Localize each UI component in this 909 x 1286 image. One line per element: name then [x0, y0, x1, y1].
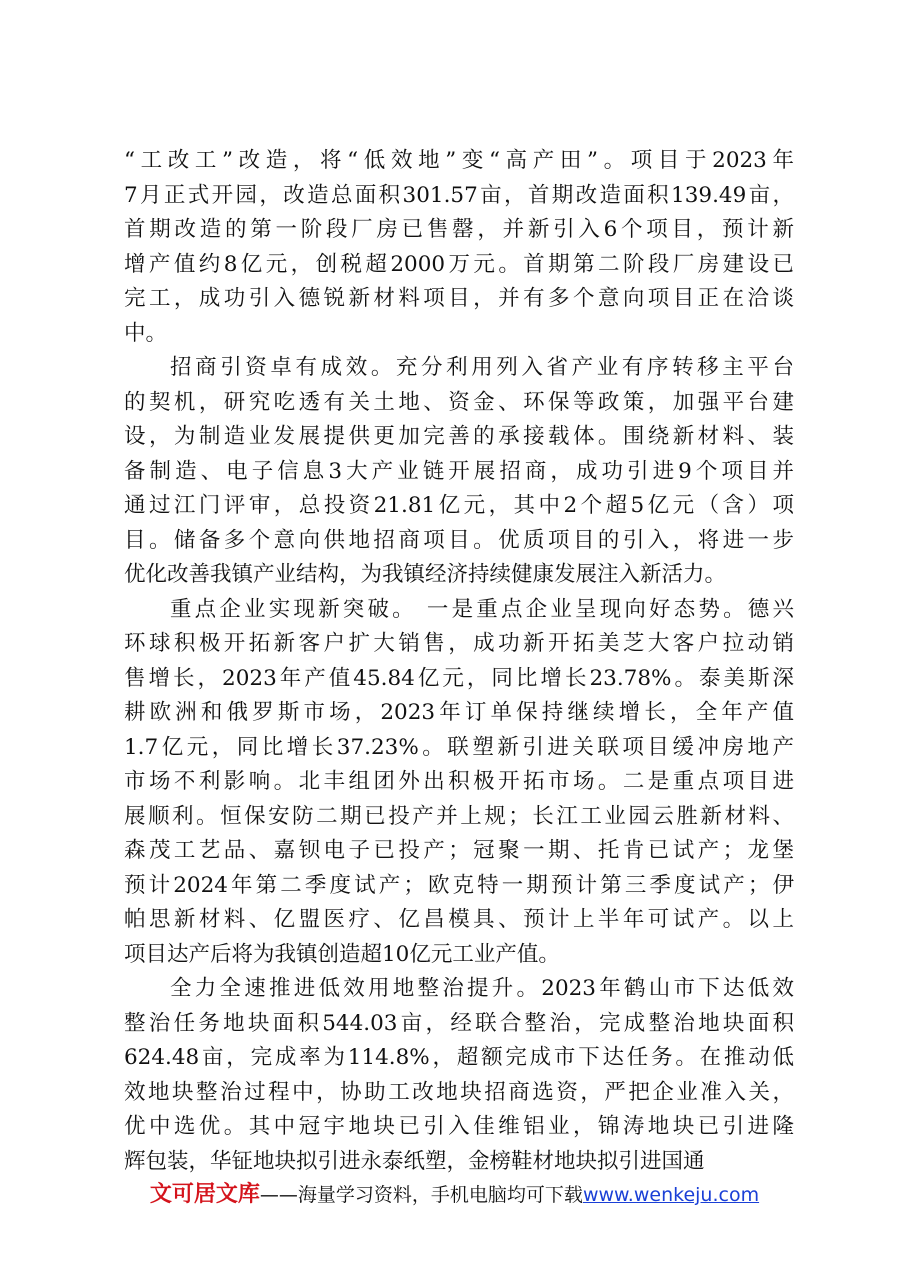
- text-line: 的契机，研究吃透有关土地、资金、环保等政策，加强平台建: [124, 389, 794, 415]
- text-line: 预计2024年第二季度试产；欧克特一期预计第三季度试产；伊: [124, 872, 794, 898]
- text-line: 1.7亿元，同比增长37.23%。联塑新引进关联项目缓冲房地产: [124, 734, 794, 760]
- text-line: 招商引资卓有成效。充分利用列入省产业有序转移主平台: [170, 355, 794, 380]
- text-line: 中。: [124, 320, 168, 346]
- document-body: [124, 144, 794, 1179]
- paragraph: [124, 351, 794, 593]
- text-line: 市场不利影响。北丰组团外出积极开拓市场。二是重点项目进: [124, 769, 794, 794]
- footer-site-link[interactable]: www.wenkeju.com: [582, 1184, 760, 1206]
- text-line: 展顺利。恒保安防二期已投产并上规；长江工业园云胜新材料、: [124, 803, 794, 829]
- text-line: 目。储备多个意向供地招商项目。优质项目的引入，将进一步: [124, 527, 794, 553]
- paragraph: [124, 593, 794, 973]
- text-line: 帕思新材料、亿盟医疗、亿昌模具、预计上半年可试产。以上: [124, 907, 794, 932]
- text-line: 环球积极开拓新客户扩大销售，成功新开拓美芝大客户拉动销: [124, 631, 794, 656]
- watermark-footer: [0, 1180, 909, 1210]
- text-line: 整治任务地块面积544.03亩，经联合整治，完成整治地块面积: [124, 1010, 794, 1036]
- text-line: 全力全速推进低效用地整治提升。2023年鹤山市下达低效: [170, 976, 794, 1001]
- text-line: 辉包装，华钲地块拟引进永泰纸塑，金榜鞋材地块拟引进国通: [124, 1148, 705, 1174]
- footer-brand: 文可居文库: [149, 1182, 260, 1207]
- text-line: 森茂工艺品、嘉钡电子已投产；冠聚一期、托肯已试产；龙堡: [124, 838, 794, 863]
- text-line: 增产值约8亿元，创税超2000万元。首期第二阶段厂房建设已: [124, 251, 794, 277]
- paragraph: [124, 144, 794, 351]
- text-line: 重点企业实现新突破。 一是重点企业呈现向好态势。德兴: [170, 596, 794, 622]
- text-line: 624.48亩，完成率为114.8%，超额完成市下达任务。在推动低: [124, 1045, 794, 1070]
- text-line: “工改工”改造，将“低效地”变“高产田”。项目于2023年: [124, 148, 794, 173]
- text-line: 优化改善我镇产业结构，为我镇经济持续健康发展注入新活力。: [124, 562, 727, 587]
- text-line: 完工，成功引入德锐新材料项目，并有多个意向项目正在洽谈: [124, 286, 794, 311]
- text-line: 首期改造的第一阶段厂房已售罄，并新引入6个项目，预计新: [124, 217, 794, 242]
- text-line: 优中选优。其中冠宇地块已引入佳维铝业，锦涛地块已引进隆: [124, 1114, 794, 1139]
- text-line: 通过江门评审，总投资21.81亿元，其中2个超5亿元（含）项: [124, 493, 794, 518]
- text-line: 售增长，2023年产值45.84亿元，同比增长23.78%。泰美斯深: [124, 665, 794, 691]
- footer-slogan: ——海量学习资料，手机电脑均可下载: [259, 1184, 583, 1206]
- text-line: 效地块整治过程中，协助工改地块招商选资，严把企业准入关，: [124, 1079, 794, 1105]
- text-line: 备制造、电子信息3大产业链开展招商，成功引进9个项目并: [124, 458, 794, 484]
- text-line: 项目达产后将为我镇创造超10亿元工业产值。: [124, 941, 560, 967]
- paragraph: [124, 972, 794, 1179]
- text-line: 设，为制造业发展提供更加完善的承接载体。围绕新材料、装: [124, 424, 794, 449]
- text-line: 7月正式开园，改造总面积301.57亩，首期改造面积139.49亩，: [124, 182, 794, 208]
- text-line: 耕欧洲和俄罗斯市场，2023年订单保持继续增长，全年产值: [124, 700, 794, 725]
